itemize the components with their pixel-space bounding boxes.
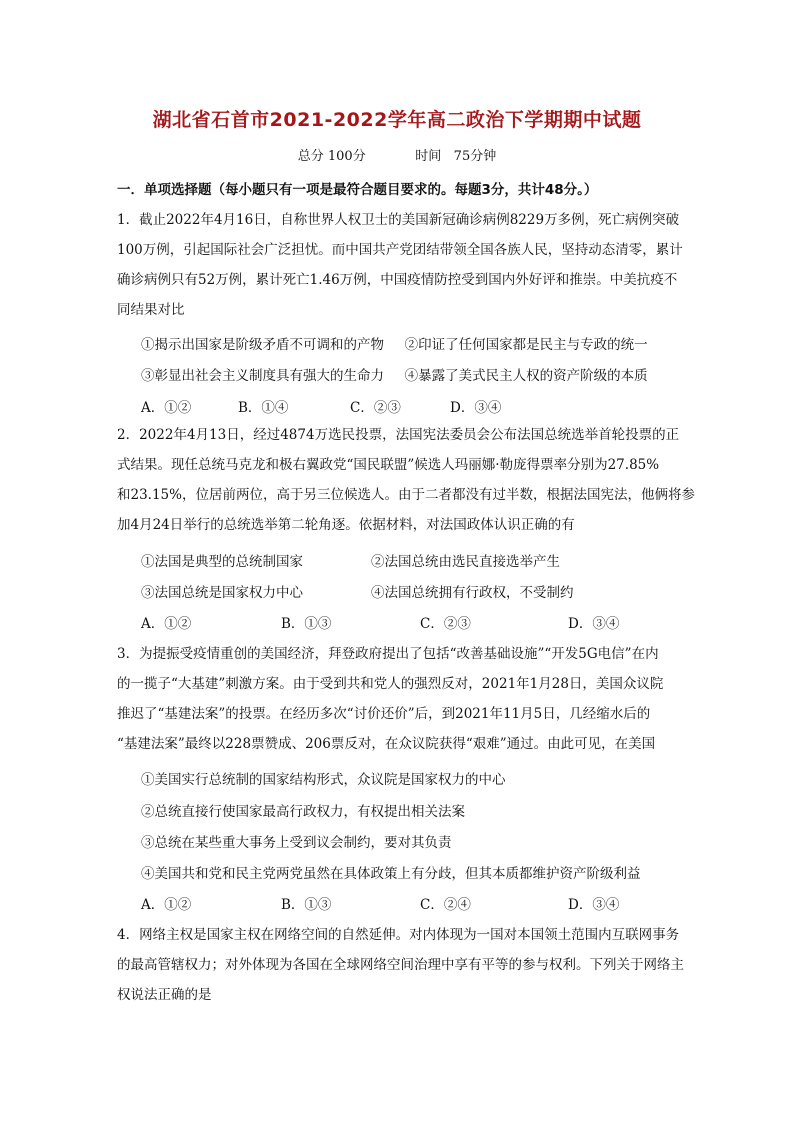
statement-4: ④暴露了美式民主人权的资产阶级的本质 [404, 368, 648, 384]
question-4-stem [117, 920, 701, 1010]
question-1-choice-d[interactable]: D．③④ [450, 400, 502, 416]
statement-1: ①揭示出国家是阶级矛盾不可调和的产物 [141, 337, 384, 353]
question-3-choice-a[interactable]: A．①② [141, 897, 192, 913]
statement-3: ③法国总统是国家权力中心 [141, 585, 303, 601]
question-2-line: 式结果。现任总统马克龙和极右翼政党“国民联盟”候选人玛丽娜·勒庞得票率分别为27.85% [117, 457, 660, 473]
question-3-choice-b[interactable]: B．①③ [281, 897, 332, 913]
question-3-choice-d[interactable]: D．③④ [568, 897, 620, 913]
statement-1: ①法国是典型的总统制国家 [141, 554, 303, 570]
question-1-statements-row1 [141, 333, 648, 353]
question-1-choice-b[interactable]: B．①④ [238, 400, 289, 416]
question-3-stem [117, 639, 701, 759]
statement-4: ④美国共和党和民主党两党虽然在具体政策上有分歧，但其本质都维护资产阶级利益 [141, 866, 641, 882]
question-1-line: 1．截止2022年4月16日，自称世界人权卫士的美国新冠确诊病例8229万多例，死亡病例突破 [117, 212, 680, 228]
question-1-stem [117, 205, 701, 325]
question-3-line: 3．为提振受疫情重创的美国经济，拜登政府提出了包括“改善基础设施”“开发5G电信”在内 [117, 646, 659, 662]
statement-4: ④法国总统拥有行政权，不受制约 [371, 585, 574, 601]
question-2-choice-a[interactable]: A．①② [141, 616, 192, 632]
question-2-line: 加4月24日举行的总统选举第二轮角逐。依据材料，对法国政体认识正确的有 [117, 517, 575, 533]
statement-3: ③总统在某些重大事务上受到议会制约，要对其负责 [141, 835, 452, 851]
question-1-statements-row2 [141, 364, 648, 384]
question-2-choice-b[interactable]: B．①③ [281, 616, 332, 632]
question-4-line: 4．网络主权是国家主权在网络空间的自然延伸。对内体现为一国对本国领土范围内互联网事务 [117, 927, 680, 943]
question-3-line: 的一揽子“大基建”刺激方案。由于受到共和党人的强烈反对，2021年1月28日，美国众议院 [117, 676, 664, 692]
question-3-choice-c[interactable]: C．②④ [420, 897, 471, 913]
question-2-stem [117, 420, 701, 540]
question-4-line: 的最高管辖权力；对外体现为各国在全球网络空间治理中享有平等的参与权利。下列关于网络主 [117, 957, 684, 973]
exam-title: 湖北省石首市2021-2022学年高二政治下学期期中试题 [152, 109, 642, 131]
question-3-line: 推迟了“基建法案”的投票。在经历多次“讨价还价”后，到2021年11月5日，几经缩水后的 [117, 706, 651, 722]
question-1-line: 100万例，引起国际社会广泛担忧。而中国共产党团结带领全国各族人民，坚持动态清零，累计 [117, 242, 683, 258]
statement-2: ②法国总统由选民直接选举产生 [371, 554, 560, 570]
section-heading: 一．单项选择题（每小题只有一项是最符合题目要求的。每题3分，共计48分。） [117, 182, 598, 198]
statement-3: ③彰显出社会主义制度具有强大的生命力 [141, 368, 384, 384]
exam-subtitle: 总分 100分 时间 75分钟 [297, 149, 497, 164]
question-1-choice-a[interactable]: A．①② [141, 400, 192, 416]
question-2-line: 和23.15%，位居前两位，高于另三位候选人。由于二者都没有过半数，根据法国宪法，他俩将参 [117, 487, 695, 503]
question-2-choice-c[interactable]: C．②③ [420, 616, 471, 632]
statement-2: ②印证了任何国家都是民主与专政的统一 [404, 337, 648, 353]
question-1-choice-c[interactable]: C．②③ [350, 400, 401, 416]
statement-1: ①美国实行总统制的国家结构形式，众议院是国家权力的中心 [141, 772, 506, 788]
question-2-choice-d[interactable]: D．③④ [568, 616, 620, 632]
statement-2: ②总统直接行使国家最高行政权力，有权提出相关法案 [141, 804, 465, 820]
question-2-line: 2．2022年4月13日，经过4874万选民投票，法国宪法委员会公布法国总统选举首轮投票的正 [117, 427, 680, 443]
question-1-line: 同结果对比 [117, 302, 185, 318]
question-3-line: “基建法案”最终以228票赞成、206票反对，在众议院获得“艰难”通过。由此可见，在美国 [117, 736, 656, 752]
question-4-line: 权说法正确的是 [117, 987, 212, 1003]
question-1-line: 确诊病例只有52万例，累计死亡1.46万例，中国疫情防控受到国内外好评和推崇。中美抗疫不 [117, 272, 678, 288]
